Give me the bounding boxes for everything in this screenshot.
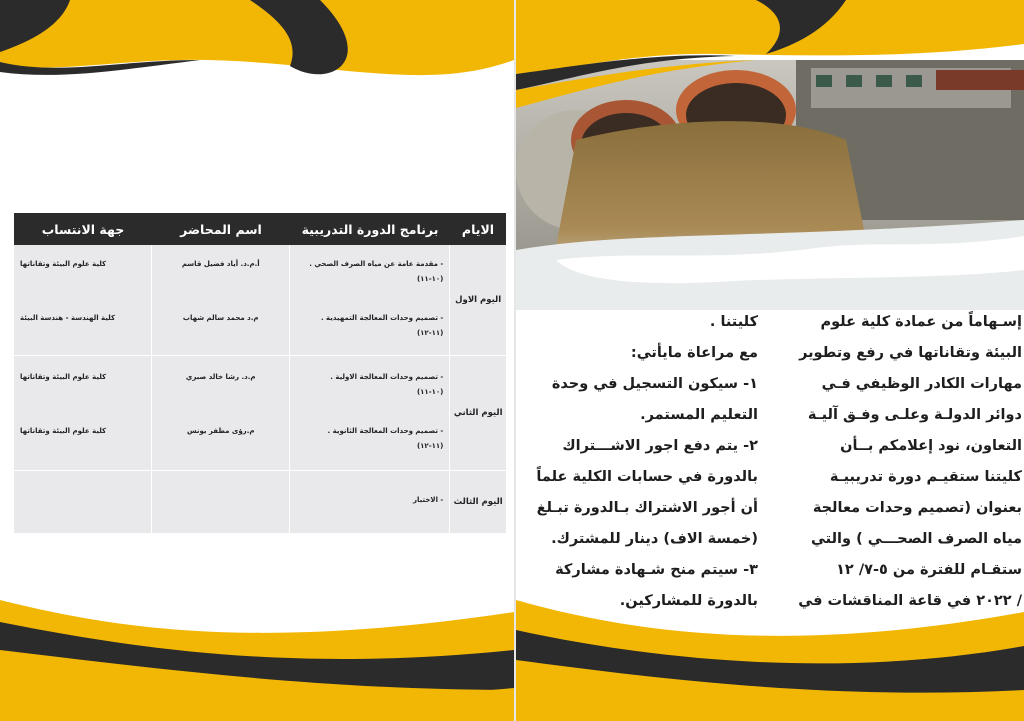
lecturer-cell (151, 356, 289, 470)
announcement-line: ٢- يتم دفع اجور الاشـــتراك (562, 438, 758, 454)
schedule-table (14, 213, 506, 533)
announcement-line: مياه الصرف الصحـــي ) والتي (811, 531, 1022, 547)
announcement-line: ٣- سيتم منح شـهادة مشاركة (555, 562, 758, 578)
announcement-line: ستقـام للفترة من ٥-٧/ ١٢ (836, 562, 1022, 578)
announcement-line: التعاون، نود إعلامكم بــأن (840, 438, 1022, 454)
lecturer-name: أ.م.د. أياد فضيل قاسم (181, 260, 260, 268)
wastewater-photo (516, 60, 1024, 310)
lecturer-name: م.د محمد سالم شهاب (182, 314, 259, 322)
affiliation-name: كلية علوم البيئة وتقاناتها (20, 260, 107, 268)
header-program: برنامج الدورة التدريبية (301, 221, 439, 237)
announcement-line: دوائر الدولـة وعلـى وفـق آليـة (807, 407, 1022, 423)
affiliation-name: كلية علوم البيئة وتقاناتها (20, 373, 107, 381)
affiliation-name: كلية الهندسة - هندسة البيئة (20, 314, 116, 322)
session-program: - تصميم وحدات المعالجة الاولية . (١٠-١١) (330, 373, 444, 396)
announcement-column-1 (790, 307, 1022, 617)
session-program: - الاختبار (412, 496, 444, 504)
session-program: - تصميم وحدات المعالجة التمهيدية . (١١-١٢) (320, 314, 444, 337)
announcement-line: بالدورة للمشاركين. (619, 593, 758, 609)
header-lecturer: اسم المحاضر (180, 221, 262, 237)
header-affiliation: جهة الانتساب (41, 221, 125, 237)
session-program: - تصميم وحدات المعالجة الثانوية . (١١-١٢) (327, 427, 444, 450)
table-header-row (14, 213, 506, 245)
lecturer-cell (151, 471, 289, 533)
announcement-line: ١- سيكون التسجيل في وحدة (551, 376, 758, 392)
day-label: اليوم الاول (449, 245, 506, 355)
affiliation-cell (14, 356, 151, 470)
announcement-column-2 (536, 307, 758, 617)
announcement-line: مهارات الكادر الوظيفي فـي (821, 376, 1022, 392)
affiliation-name: كلية علوم البيئة وتقاناتها (20, 427, 107, 435)
lecturer-name: م.رؤى مظفر يونس (186, 427, 255, 435)
announcement-line: إسـهاماً من عمادة كلية علوم (820, 314, 1022, 330)
affiliation-cell (14, 471, 151, 533)
table-row (14, 356, 506, 471)
announcement-line: التعليم المستمر. (640, 407, 758, 423)
session-program: - مقدمة عامة عن مياه الصرف الصحي . (١٠-١١) (309, 260, 444, 283)
program-cell (289, 356, 449, 470)
program-cell (289, 471, 449, 533)
day-label: اليوم الثالث (449, 471, 506, 533)
table-row (14, 471, 506, 533)
announcement-line: أن أجور الاشتراك بـالدورة تبـلغ (536, 500, 758, 516)
announcement-line: / ٢٠٢٢ في قاعة المناقشات في (798, 593, 1022, 609)
announcement-line: كليتنا . (709, 314, 758, 330)
lecturer-cell (151, 245, 289, 355)
table-row (14, 245, 506, 356)
affiliation-cell (14, 245, 151, 355)
announcement-line: البيئة وتقاناتها في رفع وتطوير (799, 345, 1022, 361)
program-cell (289, 245, 449, 355)
announcement-line: مع مراعاة مايأتي: (630, 345, 758, 361)
announcement-line: بالدورة في حسابات الكلية علماً (536, 469, 758, 485)
announcement-line: بعنوان (تصميم وحدات معالجة (812, 500, 1022, 516)
lecturer-name: م.د. رشا خالد صبري (185, 373, 256, 381)
announcement-line: (خمسة الاف) دينار للمشترك. (551, 531, 758, 547)
announcement-line: كليتنا ستقيـم دورة تدريبيـة (829, 469, 1022, 485)
header-day: الايام (461, 221, 495, 237)
day-label: اليوم الثاني (449, 356, 506, 470)
